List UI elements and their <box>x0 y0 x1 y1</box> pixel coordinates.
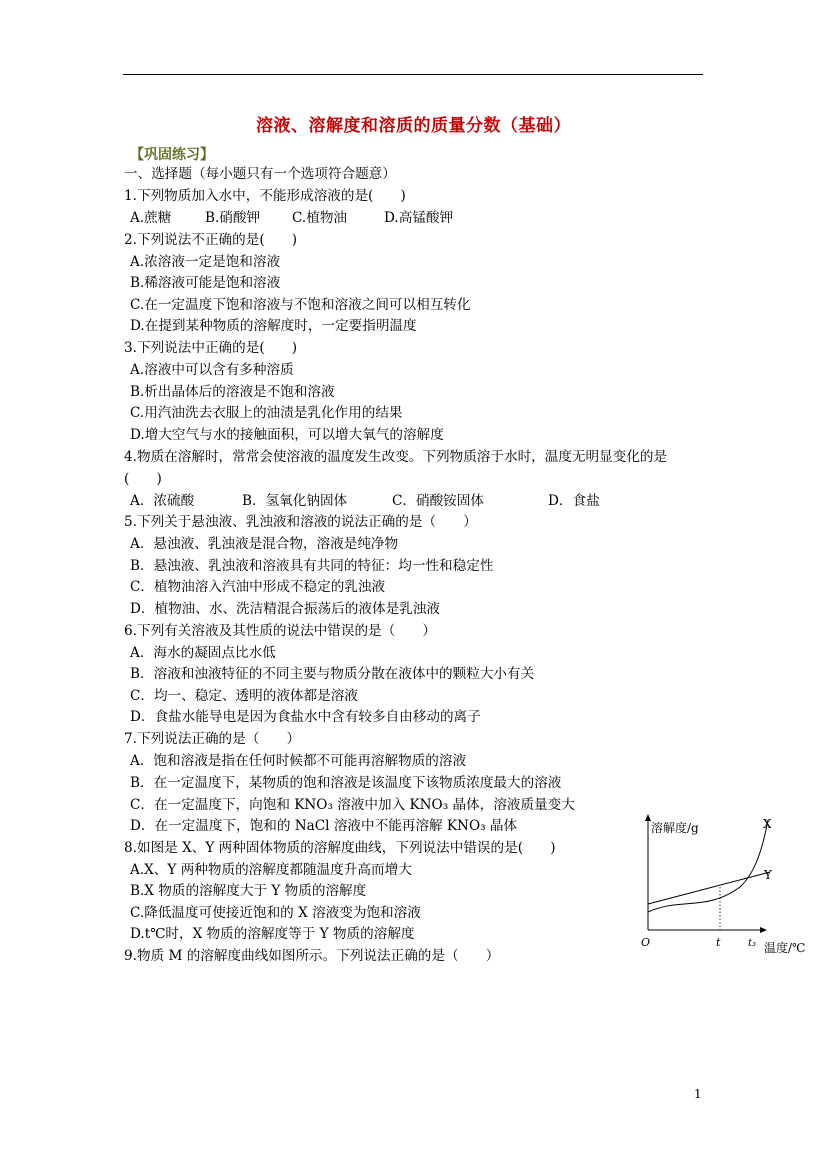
q6-option-a: A．海水的凝固点比水低 <box>130 645 276 661</box>
q7-option-b: B．在一定温度下，某物质的饱和溶液是该温度下该物质浓度最大的溶液 <box>130 775 562 791</box>
x-axis-label: 温度/℃ <box>764 941 806 955</box>
q4-stem: 4.物质在溶解时，常常会使溶液的温度发生改变。下列物质溶于水时，温度无明显变化的是 <box>124 449 668 465</box>
q5-stem: 5.下列关于悬浊液、乳浊液和溶液的说法正确的是（ ） <box>124 514 477 530</box>
q5-option-a: A．悬浊液、乳浊液是混合物，溶液是纯净物 <box>130 536 399 552</box>
q8-option-d: D.t℃时，X 物质的溶解度等于 Y 物质的溶解度 <box>130 926 415 942</box>
q2-stem: 2.下列说法不正确的是( ) <box>124 232 298 248</box>
q6-option-c: C．均一、稳定、透明的液体都是溶液 <box>130 688 358 704</box>
q4-paren: ( ) <box>124 471 162 487</box>
q3-option-a: A.溶液中可以含有多种溶质 <box>130 362 294 378</box>
q1-stem: 1.下列物质加入水中，不能形成溶液的是( ) <box>124 188 406 204</box>
q5-option-d: D．植物油、水、洗洁精混合振荡后的液体是乳浊液 <box>130 601 440 617</box>
q9-stem: 9.物质 M 的溶解度曲线如图所示。下列说法正确的是（ ） <box>124 948 500 964</box>
curve-x-label: X <box>763 817 772 831</box>
q7-option-a: A．饱和溶液是指在任何时候都不可能再溶解物质的溶液 <box>130 753 467 769</box>
q7-option-d: D．在一定温度下，饱和的 NaCl 溶液中不能再溶解 KNO₃ 晶体 <box>130 818 518 834</box>
solubility-graph <box>636 812 826 962</box>
q7-stem: 7.下列说法正确的是（ ） <box>124 731 301 747</box>
q8-stem: 8.如图是 X、Y 两种固体物质的溶解度曲线，下列说法中错误的是( ) <box>124 840 556 856</box>
page-number: 1 <box>694 1087 702 1101</box>
part-heading: 一、选择题（每小题只有一个选项符合题意） <box>124 166 396 182</box>
origin-label: O <box>641 936 651 949</box>
q3-option-c: C.用汽油洗去衣服上的油渍是乳化作用的结果 <box>130 405 403 421</box>
y-axis-arrow <box>645 814 651 821</box>
y-axis-label: 溶解度/g <box>651 821 699 835</box>
q4-option-a: A．浓硫酸 <box>130 493 195 509</box>
q8-option-b: B.X 物质的溶解度大于 Y 物质的溶解度 <box>130 883 367 899</box>
q8-option-a: A.X、Y 两种物质的溶解度都随温度升高而增大 <box>130 862 412 878</box>
tick-t3-label: t₃ <box>748 938 757 949</box>
q2-option-b: B.稀溶液可能是饱和溶液 <box>130 275 281 291</box>
q8-option-c: C.降低温度可使接近饱和的 X 溶液变为饱和溶液 <box>130 905 421 921</box>
q3-option-d: D.增大空气与水的接触面积，可以增大氧气的溶解度 <box>130 427 444 443</box>
section-heading: 【巩固练习】 <box>130 147 214 163</box>
curve-y <box>648 872 770 904</box>
q1-option-a: A.蔗糖 <box>130 210 172 226</box>
q1-option-b: B.硝酸钾 <box>205 210 261 226</box>
tick-t-label: t <box>716 936 721 949</box>
q1-option-c: C.植物油 <box>292 210 348 226</box>
page-title: 溶液、溶解度和溶质的质量分数（基础） <box>256 116 571 136</box>
q5-option-b: B．悬浊液、乳浊液和溶液具有共同的特征：均一性和稳定性 <box>130 558 494 574</box>
q2-option-d: D.在提到某种物质的溶解度时，一定要指明温度 <box>130 318 417 334</box>
q2-option-a: A.浓溶液一定是饱和溶液 <box>130 254 281 270</box>
q4-option-c: C．硝酸铵固体 <box>392 493 484 509</box>
curve-y-label: Y <box>764 868 772 882</box>
q1-options <box>130 208 453 228</box>
q5-option-c: C．植物油溶入汽油中形成不稳定的乳浊液 <box>130 579 386 595</box>
q6-option-d: D．食盐水能导电是因为食盐水中含有较多自由移动的离子 <box>130 709 481 725</box>
q3-stem: 3.下列说法中正确的是( ) <box>124 340 298 356</box>
q3-option-b: B.析出晶体后的溶液是不饱和溶液 <box>130 384 335 400</box>
q1-option-d: D.高锰酸钾 <box>384 210 454 226</box>
q4-option-d: D．食盐 <box>548 493 600 509</box>
q6-option-b: B．溶液和浊液特征的不同主要与物质分散在液体中的颗粒大小有关 <box>130 666 535 682</box>
q2-option-c: C.在一定温度下饱和溶液与不饱和溶液之间可以相互转化 <box>130 297 471 313</box>
q4-option-b: B．氢氧化钠固体 <box>242 493 348 509</box>
q7-option-c: C．在一定温度下，向饱和 KNO₃ 溶液中加入 KNO₃ 晶体，溶液质量变大 <box>130 797 575 813</box>
q4-options <box>130 491 600 511</box>
q6-stem: 6.下列有关溶液及其性质的说法中错误的是（ ） <box>124 623 437 639</box>
header-rule <box>123 74 703 75</box>
x-axis-arrow <box>760 927 767 933</box>
